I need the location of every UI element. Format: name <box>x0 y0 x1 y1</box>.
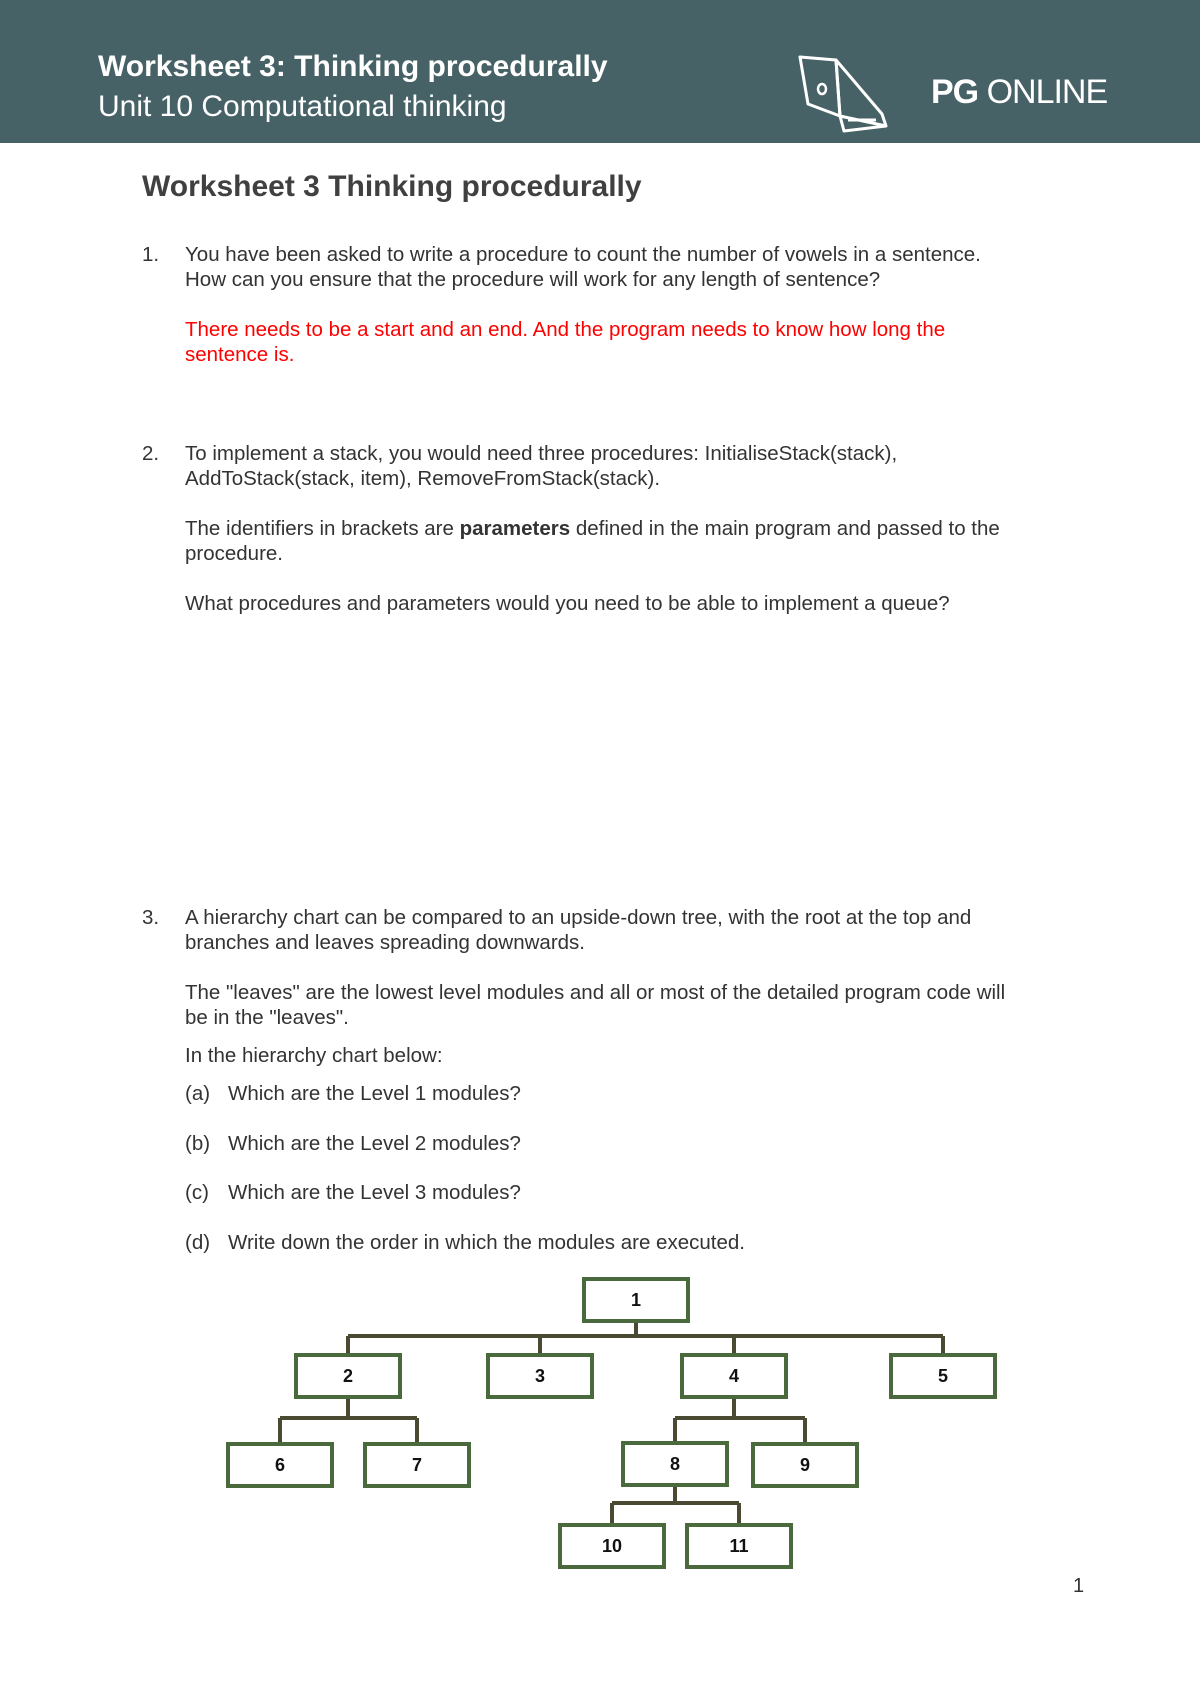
module-label-5: 5 <box>937 1366 949 1386</box>
module-box-7 <box>365 1444 469 1486</box>
module-label-1: 1 <box>630 1290 642 1310</box>
module-box-3 <box>488 1355 592 1397</box>
module-label-3: 3 <box>534 1366 546 1386</box>
q3-part-c-label: (c) <box>185 1181 209 1204</box>
connector-from-2 <box>280 1397 417 1444</box>
q1-number: 1. <box>142 243 160 266</box>
brand-bold: PG <box>931 73 979 111</box>
module-label-10: 10 <box>601 1536 623 1556</box>
module-box-4 <box>682 1355 786 1397</box>
q2-para2-after: defined in the main program and passed to the <box>570 517 1000 540</box>
q1-text-line1: You have been asked to write a procedure to count the number of vowels in a sentence. <box>185 243 981 266</box>
module-box-2 <box>296 1355 400 1397</box>
module-label-9: 9 <box>799 1455 811 1475</box>
q2-para2-line2: procedure. <box>185 542 284 565</box>
q1-answer-line2: sentence is. <box>185 343 295 366</box>
q1-answer-line1: There needs to be a start and an end. And the program needs to know how long the <box>185 318 946 341</box>
connector-from-1 <box>348 1321 943 1355</box>
q3-part-d-label: (d) <box>185 1231 211 1254</box>
q3-text-line2: branches and leaves spreading downwards. <box>185 931 586 954</box>
q3-part-c-text: Which are the Level 3 modules? <box>228 1181 521 1204</box>
q1-text-line2: How can you ensure that the procedure will work for any length of sentence? <box>185 268 881 291</box>
header-title: Worksheet 3: Thinking procedurally <box>98 50 608 83</box>
q3-para2-line2: be in the "leaves". <box>185 1006 349 1029</box>
q3-text-line1: A hierarchy chart can be compared to an upside-down tree, with the root at the top and <box>185 906 972 929</box>
module-box-9 <box>753 1444 857 1486</box>
q2-question: What procedures and parameters would you need to be able to implement a queue? <box>185 592 950 615</box>
q2-text-line1: To implement a stack, you would need three procedures: InitialiseStack(stack), <box>185 442 898 465</box>
q3-intro: In the hierarchy chart below: <box>185 1044 443 1067</box>
header-subtitle: Unit 10 Computational thinking <box>98 90 507 123</box>
q3-part-d-text: Write down the order in which the modules are executed. <box>228 1231 745 1254</box>
q2-number: 2. <box>142 442 160 465</box>
q3-part-b-label: (b) <box>185 1132 211 1155</box>
q2-para2-before: The identifiers in brackets are <box>185 517 460 540</box>
module-box-11 <box>687 1525 791 1567</box>
module-box-1 <box>584 1279 688 1321</box>
q3-part-b-text: Which are the Level 2 modules? <box>228 1132 521 1155</box>
module-label-2: 2 <box>342 1366 354 1386</box>
connector-from-4 <box>675 1397 805 1444</box>
q3-part-a-text: Which are the Level 1 modules? <box>228 1082 521 1105</box>
q2-parameters-term: parameters <box>459 517 571 540</box>
module-box-8 <box>623 1443 727 1485</box>
q3-part-a-label: (a) <box>185 1082 211 1105</box>
q3-number: 3. <box>142 906 160 929</box>
page-number: 1 <box>1073 1575 1085 1597</box>
q3-para2-line1: The "leaves" are the lowest level modules and all or most of the detailed program code will <box>185 981 1006 1004</box>
module-label-4: 4 <box>728 1366 740 1386</box>
brand-rest: ONLINE <box>986 73 1108 111</box>
module-label-8: 8 <box>669 1454 681 1474</box>
module-box-5 <box>891 1355 995 1397</box>
module-label-6: 6 <box>274 1455 286 1475</box>
module-label-11: 11 <box>729 1536 749 1556</box>
q2-text-line2: AddToStack(stack, item), RemoveFromStack(stack). <box>185 467 661 490</box>
document-title: Worksheet 3 Thinking procedurally <box>142 170 642 203</box>
module-box-10 <box>560 1525 664 1567</box>
module-label-7: 7 <box>411 1455 423 1475</box>
module-box-6 <box>228 1444 332 1486</box>
connector-from-8 <box>612 1485 739 1525</box>
